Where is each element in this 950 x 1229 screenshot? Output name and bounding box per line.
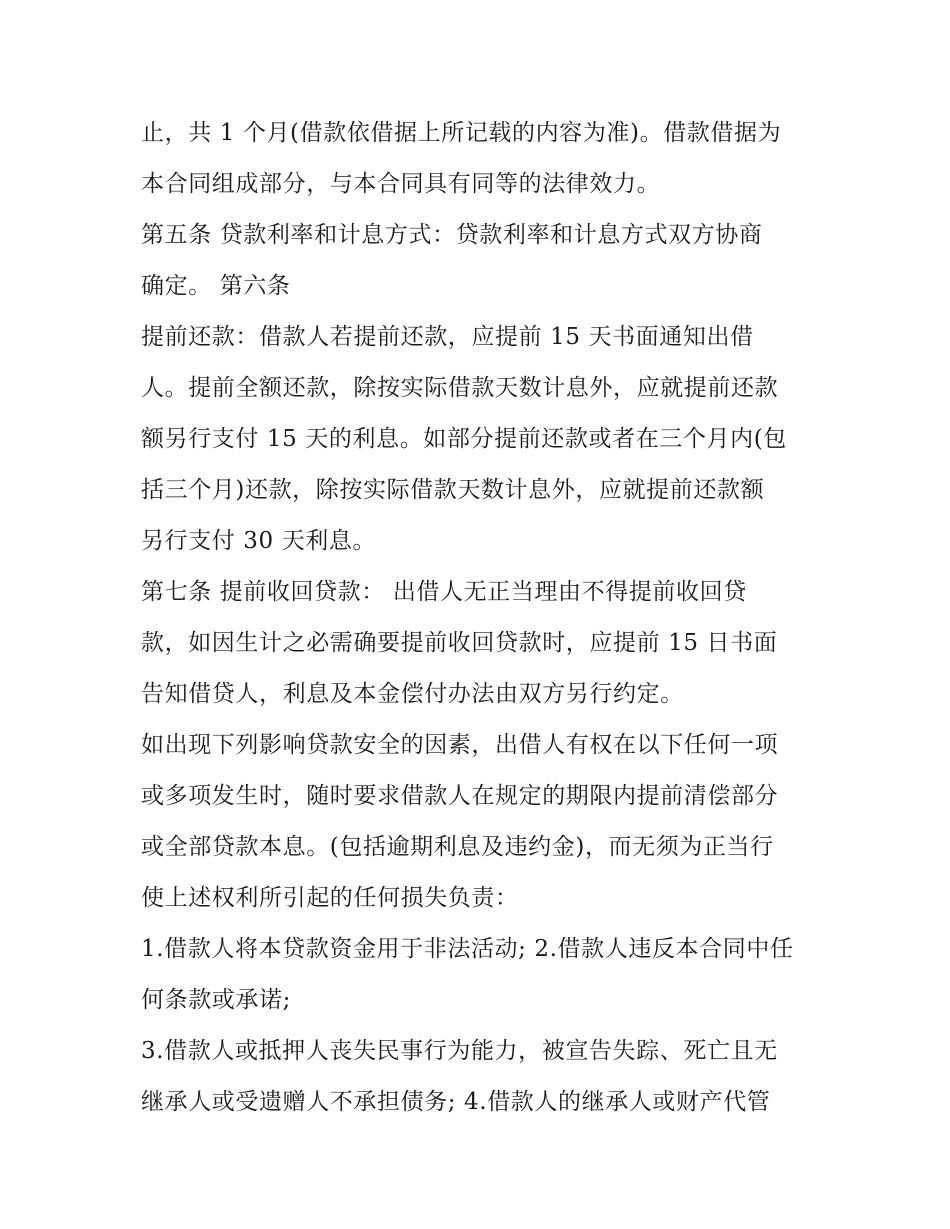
text-line: 止，共 1 个月(借款依借据上所记载的内容为准)。借款借据为: [141, 120, 782, 146]
text-line: 3.借款人或抵押人丧失民事行为能力，被宣告失踪、死亡且无: [141, 1038, 778, 1064]
text-line: 第七条 提前收回贷款： 出借人无正当理由不得提前收回贷: [141, 579, 747, 605]
text-line: 额另行支付 15 天的利息。如部分提前还款或者在三个月内(包: [141, 426, 787, 452]
text-line: 或多项发生时，随时要求借款人在规定的期限内提前清偿部分: [141, 783, 779, 809]
text-line: 使上述权利所引起的任何损失负责：: [141, 885, 519, 911]
text-line: 1.借款人将本贷款资金用于非法活动; 2.借款人违反本合同中任: [141, 936, 794, 962]
text-line: 告知借贷人，利息及本金偿付办法由双方另行约定。: [141, 681, 684, 707]
document-body: [141, 108, 821, 1128]
text-line: 提前还款：借款人若提前还款，应提前 15 天书面通知出借: [141, 324, 754, 350]
text-line: 确定。 第六条: [141, 273, 291, 299]
text-line: 何条款或承诺;: [141, 987, 291, 1013]
text-line: 本合同组成部分，与本合同具有同等的法律效力。: [141, 171, 661, 197]
text-line: 另行支付 30 天利息。: [141, 528, 377, 554]
text-line: 第五条 贷款利率和计息方式：贷款利率和计息方式双方协商: [141, 222, 763, 248]
text-line: 款，如因生计之必需确要提前收回贷款时，应提前 15 日书面: [141, 630, 778, 656]
text-line: 继承人或受遗赠人不承担债务; 4.借款人的继承人或财产代管: [141, 1089, 771, 1115]
text-line: 人。提前全额还款，除按实际借款天数计息外，应就提前还款: [141, 375, 779, 401]
text-line: 或全部贷款本息。(包括逾期利息及违约金)，而无须为正当行: [141, 834, 774, 860]
text-line: 如出现下列影响贷款安全的因素，出借人有权在以下任何一项: [141, 732, 779, 758]
text-line: 括三个月)还款，除按实际借款天数计息外，应就提前还款额: [141, 477, 765, 503]
